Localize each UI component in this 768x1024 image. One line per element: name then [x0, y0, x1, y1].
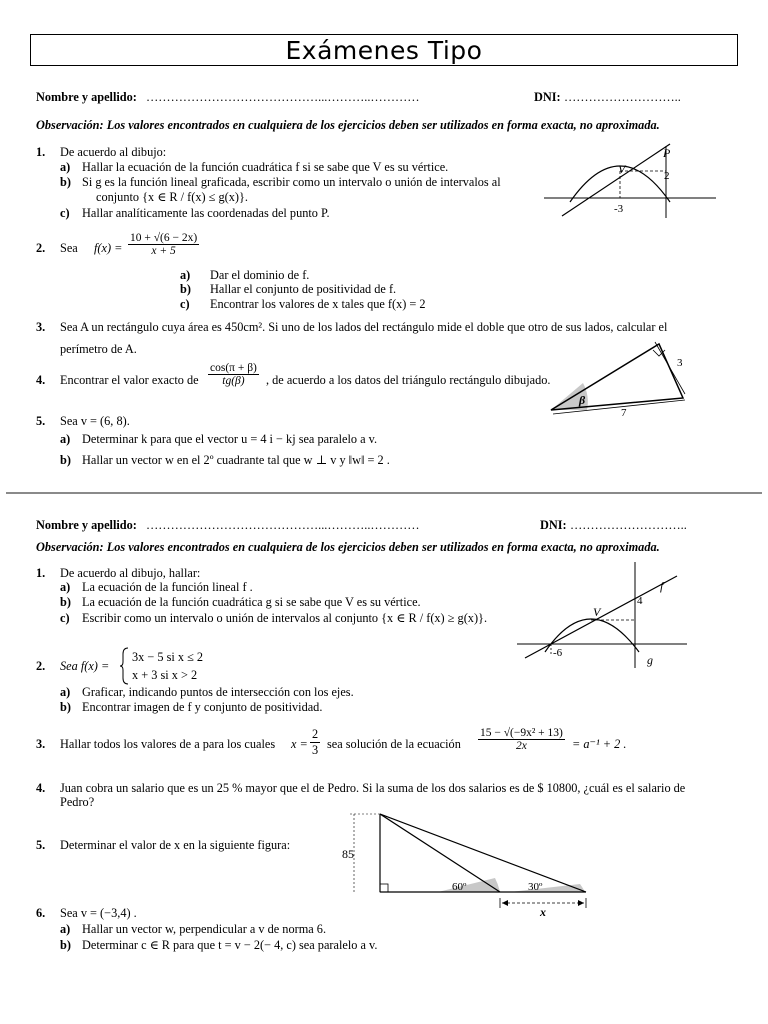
figure-angle-30: 30º [528, 881, 543, 893]
f-label: f [660, 579, 664, 593]
exam2-q6-a-label: a) [60, 922, 71, 936]
exam1-q2-a: Dar el dominio de f. [210, 268, 310, 282]
exam1-q5-a: Determinar k para que el vector u = 4 i − kj sea paralelo a v. [82, 432, 378, 446]
exam2-q2-brace [120, 646, 130, 686]
triangle-side-7: 7 [621, 407, 627, 418]
exam2-q3-text: Hallar todos los valores de a para los cuales [60, 737, 276, 751]
exam2-q3-eq-rhs: = a⁻¹ + 2 . [572, 737, 627, 751]
exam2-dni-label: DNI: [540, 518, 567, 532]
exam2-q2-a-label: a) [60, 685, 71, 699]
exam2-q3-x-eq: x = [291, 737, 308, 751]
exam2-q6-b: Determinar c ∈ R para que t = v − 2(− 4, c) sea paralelo a v. [82, 938, 378, 952]
exam2-q3-x-num: 2 [312, 727, 319, 741]
exam2-q5-number: 5. [36, 838, 46, 852]
exam1-q4-text-before: Encontrar el valor exacto de [60, 373, 199, 387]
exam2-q1-c: Escribir como un intervalo o unión de intervalos al conjunto {x ∈ R / f(x) ≥ g(x)}. [82, 611, 488, 625]
exam2-q1-a-label: a) [60, 580, 71, 594]
point-p-label: P [663, 146, 671, 160]
exam2-q1-b: La ecuación de la función cuadrática g si se sabe que V es su vértice. [82, 595, 421, 609]
exam1-q1-c-label: c) [60, 206, 70, 220]
exam1-name-label: Nombre y apellido: [36, 90, 137, 104]
exam1-q1-graph [540, 140, 720, 220]
figure-angle-60: 60º [452, 881, 467, 893]
exam1-q4-fraction [208, 362, 259, 387]
exam2-q2-sea: Sea f(x) = [60, 659, 110, 673]
exam2-q2-a: Graficar, indicando puntos de intersección con los ejes. [82, 685, 354, 699]
exam2-q4-number: 4. [36, 781, 46, 795]
exam1-q4-denominator: tg(β) [222, 375, 245, 387]
exam1-observation: Observación: Los valores encontrados en cualquiera de los ejercicios deben ser utilizados en forma exacta, no aproximada. [36, 118, 660, 132]
y-value-label: 2 [664, 170, 670, 182]
exam2-q2-case1: 3x − 5 si x ≤ 2 [132, 650, 204, 664]
x-value-neg6: -6 [553, 647, 563, 659]
exam1-q2-denominator: x + 5 [151, 245, 176, 257]
exam1-q5-number: 5. [36, 414, 46, 428]
exam2-q4-text: Juan cobra un salario que es un 25 % mayor que el de Pedro. Si la suma de los dos salarios es de $ 10800, ¿cuál es el salario de [60, 781, 686, 795]
exam1-q2-sea: Sea [60, 241, 78, 255]
exam1-q2-fraction [128, 232, 199, 257]
exam2-q6-a: Hallar un vector w, perpendicular a v de norma 6. [82, 922, 327, 936]
exam1-q2-c: Encontrar los valores de x tales que f(x) = 2 [210, 297, 426, 311]
triangle-angle-beta: β [579, 393, 586, 407]
exam1-q2-b-label: b) [180, 282, 191, 296]
exam2-q5-figure [340, 806, 600, 918]
exam2-q3-eq-fraction [478, 727, 565, 752]
title-box [30, 34, 738, 66]
exam2-q6-b-label: b) [60, 938, 71, 952]
exam2-q3-x-den: 3 [312, 743, 319, 757]
exam1-q2-number: 2. [36, 241, 46, 255]
exam2-q1-graph [515, 560, 690, 670]
section-divider [6, 492, 762, 494]
g-label: g [647, 653, 653, 667]
exam2-observation: Observación: Los valores encontrados en cualquiera de los ejercicios deben ser utilizados en forma exacta, no aproximada. [36, 540, 660, 554]
exam1-q5-sea: Sea v = (6, 8). [60, 414, 130, 428]
exam1-q5-a-label: a) [60, 432, 71, 446]
exam2-q2-number: 2. [36, 659, 46, 673]
exam1-q1-b-label: b) [60, 175, 71, 189]
exam1-q1-a: Hallar la ecuación de la función cuadrática f si se sabe que V es su vértice. [82, 160, 449, 174]
figure-height-85: 85 [342, 847, 354, 861]
figure-x-label: x [540, 905, 546, 918]
exam1-q4-numerator: cos(π + β) [210, 362, 257, 374]
exam2-q4-text2: Pedro? [60, 795, 95, 809]
exam2-q6-sea: Sea v = (−3,4) . [60, 906, 137, 920]
exam1-q2-numerator: 10 + √(6 − 2x) [130, 232, 198, 244]
exam2-q1-number: 1. [36, 566, 46, 580]
exam1-q3-text2: perímetro de A. [60, 342, 137, 356]
exam1-q2-c-label: c) [180, 297, 190, 311]
exam1-q1-c: Hallar analíticamente las coordenadas del punto P. [82, 206, 330, 220]
exam2-q1-b-label: b) [60, 595, 71, 609]
exam1-q4-triangle [545, 338, 695, 418]
exam2-name-label: Nombre y apellido: [36, 518, 137, 532]
vertex-label-2: V [593, 605, 601, 619]
exam2-q1-a: La ecuación de la función lineal f . [82, 580, 253, 594]
exam1-q1-b2: conjunto {x ∈ R / f(x) ≤ g(x)}. [96, 190, 248, 204]
exam2-q1-c-label: c) [60, 611, 70, 625]
x-value-label: -3 [614, 203, 624, 215]
exam2-q3-x-fraction [310, 727, 320, 758]
exam2-q2-case2: x + 3 si x > 2 [132, 668, 198, 682]
triangle-side-3: 3 [677, 357, 683, 369]
exam2-name-field[interactable]: ……………………………………...………..………… [146, 518, 420, 532]
exam1-q1-text: De acuerdo al dibujo: [60, 145, 167, 159]
page-title: Exámenes Tipo [285, 36, 483, 65]
vertex-label: V [618, 162, 626, 176]
exam2-q3-eq-den: 2x [516, 740, 527, 752]
exam1-dni-field[interactable]: ……………………….. [564, 90, 681, 104]
exam2-q1-text: De acuerdo al dibujo, hallar: [60, 566, 201, 580]
exam1-q5-b: Hallar un vector w en el 2º cuadrante tal que w ⊥ v y ‖w‖ = 2 . [82, 453, 390, 467]
exam2-dni-field[interactable]: ……………………….. [570, 518, 687, 532]
exam1-dni-label: DNI: [534, 90, 561, 104]
exam2-q2-b: Encontrar imagen de f y conjunto de positividad. [82, 700, 323, 714]
exam2-q5-text: Determinar el valor de x en la siguiente figura: [60, 838, 291, 852]
exam2-q3-number: 3. [36, 737, 46, 751]
exam1-q1-a-label: a) [60, 160, 71, 174]
exam2-q2-b-label: b) [60, 700, 71, 714]
exam1-q3-number: 3. [36, 320, 46, 334]
exam1-q3-text: Sea A un rectángulo cuya área es 450cm². Si uno de los lados del rectángulo mide el doble que otro de sus lados, calcular el [60, 320, 668, 334]
exam2-q3-eq-num: 15 − √(−9x² + 13) [480, 727, 563, 739]
exam1-q1-b: Si g es la función lineal graficada, escribir como un intervalo o unión de intervalos al [82, 175, 501, 189]
exam1-q4-text-after: , de acuerdo a los datos del triángulo rectángulo dibujado. [266, 373, 551, 387]
exam1-q1-number: 1. [36, 145, 46, 159]
exam1-q5-b-label: b) [60, 453, 71, 467]
exam2-q6-number: 6. [36, 906, 46, 920]
exam1-q2-a-label: a) [180, 268, 191, 282]
exam1-q4-number: 4. [36, 373, 46, 387]
exam2-q3-text2: sea solución de la ecuación [327, 737, 461, 751]
y-value-4: 4 [637, 595, 643, 607]
exam1-q2-b: Hallar el conjunto de positividad de f. [210, 282, 397, 296]
exam1-q2-fx: f(x) = [94, 241, 123, 255]
exam1-name-field[interactable]: ……………………………………...………..………… [146, 90, 420, 104]
